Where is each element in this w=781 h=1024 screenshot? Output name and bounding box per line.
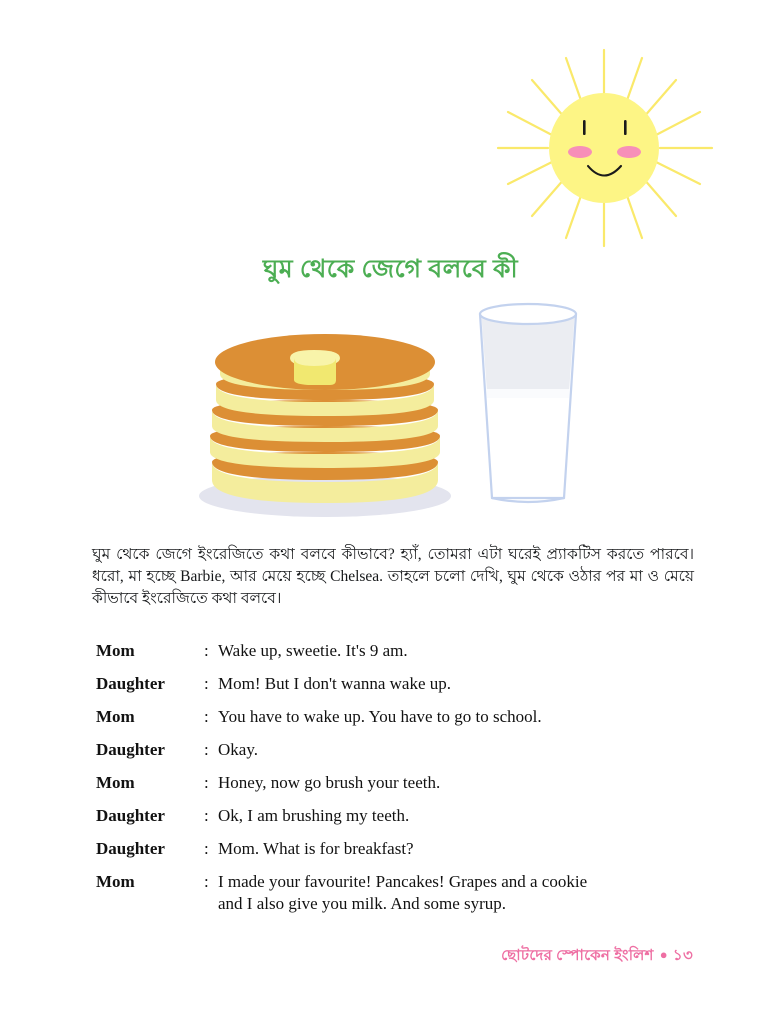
sun-cheek-left	[568, 146, 592, 158]
dialogue-colon: :	[204, 806, 209, 825]
dialogue-row	[96, 673, 696, 695]
butter-pat	[290, 350, 340, 385]
sun-eye-left	[583, 120, 586, 135]
dialogue-colon: :	[204, 707, 209, 726]
footer-book-title: ছোটদের স্পোকেন ইংলিশ	[501, 948, 654, 964]
dialogue-row	[96, 838, 696, 860]
dialogue-speaker: Mom	[96, 641, 135, 660]
dialogue-line-continuation: and I also give you milk. And some syrup.	[218, 894, 507, 913]
dialogue-colon: :	[204, 872, 209, 891]
dialogue-list	[96, 640, 696, 915]
dialogue-line: Okay.	[218, 740, 258, 759]
dialogue-speaker: Daughter	[96, 740, 165, 759]
dialogue-row	[96, 871, 696, 915]
breakfast-illustration	[190, 300, 610, 525]
dialogue-line: Honey, now go brush your teeth.	[218, 773, 441, 792]
dialogue-row	[96, 805, 696, 827]
footer-bullet-icon: ●	[659, 947, 668, 962]
footer-page-number: ১৩	[672, 948, 693, 964]
dialogue-speaker: Daughter	[96, 806, 165, 825]
dialogue-speaker: Mom	[96, 872, 135, 891]
dialogue-row	[96, 640, 696, 662]
dialogue-speaker: Mom	[96, 773, 135, 792]
dialogue-speaker: Daughter	[96, 674, 165, 693]
dialogue-line: You have to wake up. You have to go to school.	[218, 707, 542, 726]
dialogue-line: Mom! But I don't wanna wake up.	[218, 674, 451, 693]
milk-surface-shade	[482, 317, 575, 392]
sun-cheek-right	[617, 146, 641, 158]
dialogue-line: Mom. What is for breakfast?	[218, 839, 414, 858]
page-title: ঘুম থেকে জেগে বলবে কী	[262, 256, 519, 283]
intro-paragraph: ঘুম থেকে জেগে ইংরেজিতে কথা বলবে কীভাবে? হ্যাঁ, তোমরা এটা ঘরেই প্র্যাকটিস করতে পারবে। ধরো, মা হচ্ছে Barbie, আর মেয়ে হচ্ছে Chelsea. তাহলে চলো দেখি, ঘুম থেকে ওঠার পর মা ও মেয়ে কীভাবে ইংরেজিতে কথা বলবে।	[92, 546, 694, 607]
sun-body	[549, 93, 659, 203]
sun-illustration	[490, 40, 725, 255]
dialogue-line	[218, 871, 696, 915]
dialogue-colon: :	[204, 839, 209, 858]
dialogue-line: Ok, I am brushing my teeth.	[218, 806, 410, 825]
dialogue-row	[96, 772, 696, 794]
dialogue-row	[96, 706, 696, 728]
sun-eye-right	[624, 120, 627, 135]
dialogue-colon: :	[204, 674, 209, 693]
dialogue-speaker: Daughter	[96, 839, 165, 858]
dialogue-line: Wake up, sweetie. It's 9 am.	[218, 641, 408, 660]
footer	[501, 944, 693, 969]
dialogue-colon: :	[204, 641, 209, 660]
dialogue-colon: :	[204, 740, 209, 759]
dialogue-row	[96, 739, 696, 761]
milk-glass	[480, 304, 576, 502]
dialogue-colon: :	[204, 773, 209, 792]
dialogue-line-part: I made your favourite! Pancakes! Grapes and a cookie	[218, 872, 588, 891]
dialogue-speaker: Mom	[96, 707, 135, 726]
